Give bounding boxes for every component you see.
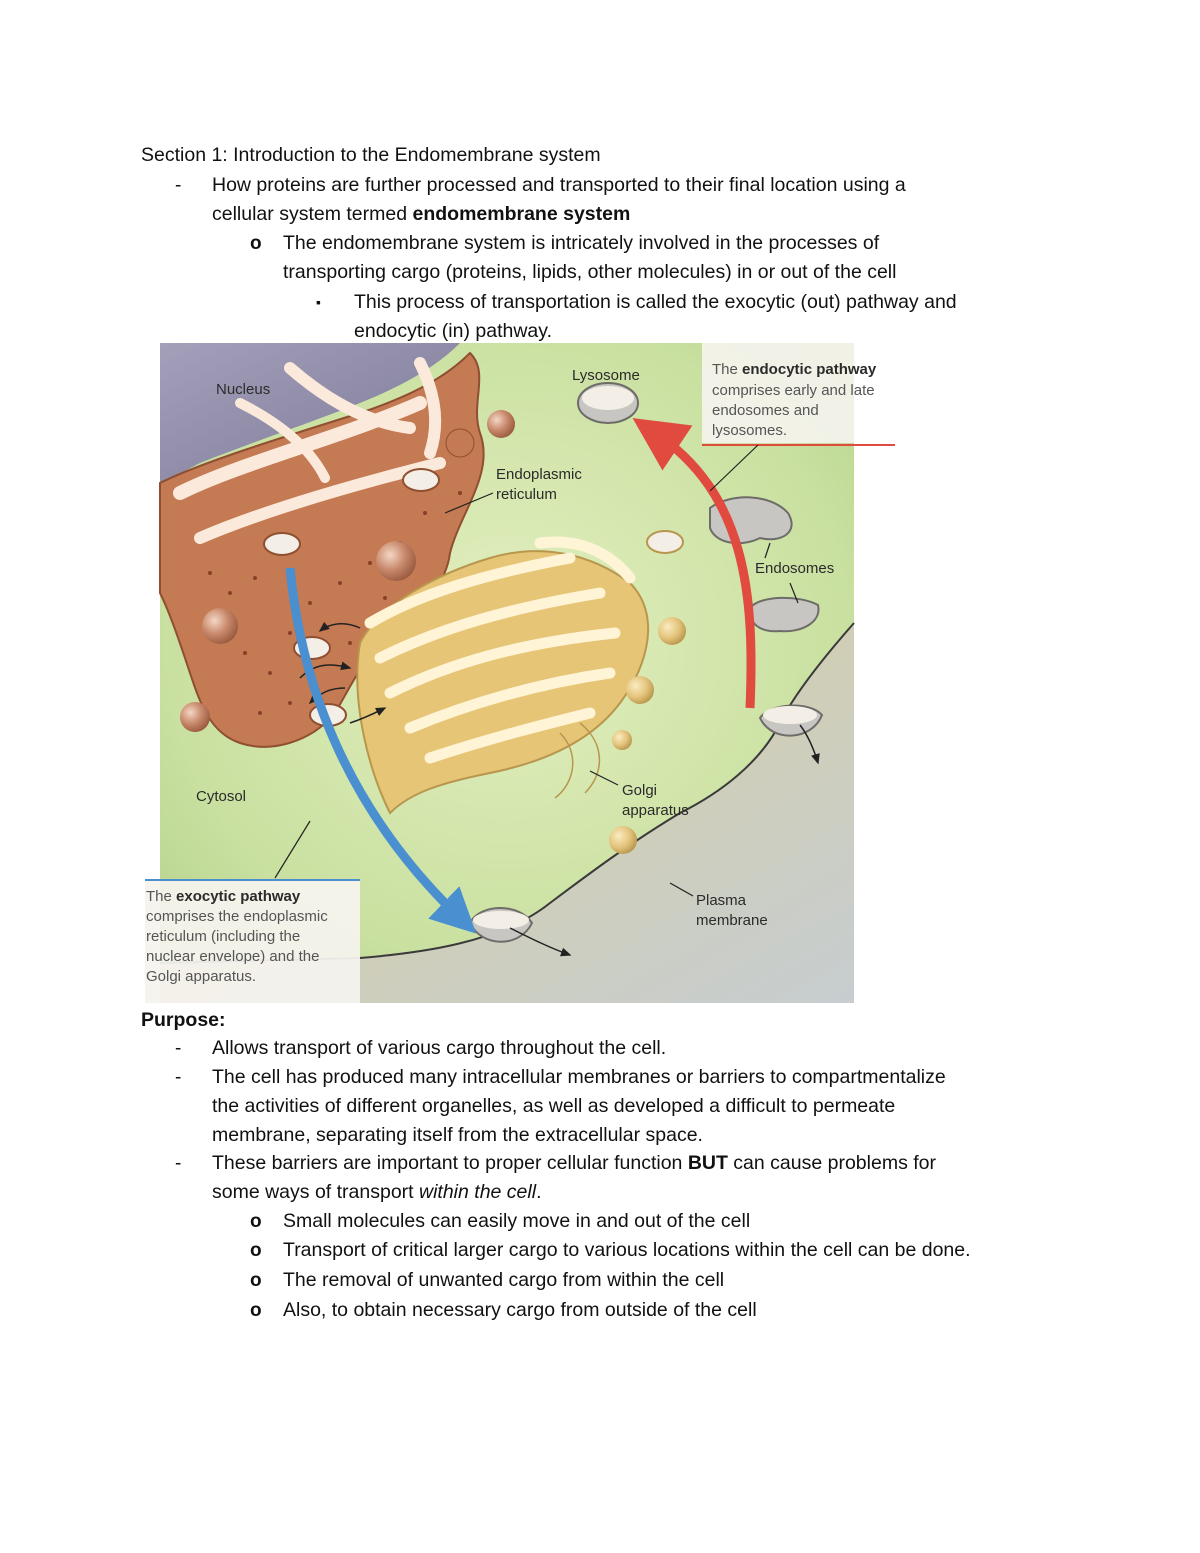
sub-bullet-line-2: transporting cargo (proteins, lipids, other molecules) in or out of the cell — [283, 261, 897, 283]
intro-bullet-line-2 — [212, 200, 630, 229]
subsub-bullet-line-2: endocytic (in) pathway. — [354, 320, 552, 342]
purpose-bullet-3-text-end: can cause problems for — [727, 1152, 936, 1174]
circle-marker: o — [250, 1211, 262, 1232]
emphasis-within-cell: within the cell — [419, 1181, 537, 1203]
intro-bullet-line-2-text: cellular system termed — [212, 203, 413, 225]
er-label-line-1: Endoplasmic — [496, 466, 582, 483]
purpose-sub-2: Transport of critical larger cargo to various locations within the cell can be done. — [283, 1239, 971, 1261]
endomembrane-illustration — [146, 343, 877, 1003]
subsub-bullet-line-1: This process of transportation is called the exocytic (out) pathway and — [354, 291, 957, 313]
exocytic-caption-line-1: The exocytic pathway — [146, 888, 301, 905]
endocytic-caption-line-1: The endocytic pathway — [712, 361, 877, 378]
purpose-bullet-2-line-2: the activities of different organelles, as well as developed a difficult to permeate — [212, 1095, 896, 1117]
purpose-sub-1: Small molecules can easily move in and out of the cell — [283, 1210, 751, 1232]
circle-marker: o — [250, 1240, 262, 1261]
dash-marker: - — [175, 175, 182, 196]
late-endosome — [750, 598, 819, 631]
emphasis-but: BUT — [687, 1152, 728, 1174]
endocytic-caption-line-3: endosomes and — [712, 402, 819, 419]
exocytic-caption-line-4: nuclear envelope) and the — [146, 948, 320, 965]
purpose-bullet-2-line-1: The cell has produced many intracellular membranes or barriers to compartmentalize — [212, 1066, 946, 1088]
purpose-sub-4: Also, to obtain necessary cargo from outside of the cell — [283, 1299, 757, 1321]
purpose-bullet-3-line-2-text: some ways of transport — [212, 1181, 419, 1203]
circle-marker: o — [250, 233, 262, 254]
square-marker: ▪ — [316, 294, 321, 310]
golgi-label-line-1: Golgi — [622, 782, 658, 799]
section-title: Section 1: Introduction to the Endomembrane system — [141, 144, 601, 166]
purpose-bullet-3-period: . — [536, 1181, 542, 1203]
golgi-label-line-2: apparatus — [622, 802, 689, 819]
cytosol-label: Cytosol — [196, 788, 247, 805]
lysosome-label: Lysosome — [572, 367, 640, 384]
sub-bullet-line-1: The endomembrane system is intricately involved in the processes of — [283, 232, 880, 254]
purpose-bullet-3-line-2 — [212, 1178, 541, 1207]
exocytic-caption-line-5: Golgi apparatus. — [146, 968, 257, 985]
endocytic-caption-line-4: lysosomes. — [712, 422, 788, 439]
purpose-bullet-3-line-1 — [212, 1149, 936, 1178]
purpose-heading: Purpose: — [141, 1009, 226, 1031]
plasma-label-line-1: Plasma — [696, 892, 747, 909]
circle-marker: o — [250, 1270, 262, 1291]
endosomes-label: Endosomes — [755, 560, 835, 577]
endomembrane-term: endomembrane system — [412, 203, 631, 225]
plasma-label-line-2: membrane — [696, 912, 768, 929]
dash-marker: - — [175, 1067, 182, 1088]
er-label-line-2: reticulum — [496, 486, 557, 503]
endocytic-caption-line-2: comprises early and late — [712, 382, 875, 399]
circle-marker: o — [250, 1300, 262, 1321]
purpose-bullet-3-text: These barriers are important to proper cellular function — [212, 1152, 688, 1174]
exocytic-caption-line-2: comprises the endoplasmic — [146, 908, 328, 925]
purpose-bullet-1: Allows transport of various cargo throughout the cell. — [212, 1037, 667, 1059]
endomembrane-figure — [146, 343, 877, 1003]
dash-marker: - — [175, 1038, 182, 1059]
exocytic-caption-line-3: reticulum (including the — [146, 928, 301, 945]
intro-bullet-line-1: How proteins are further processed and transported to their final location using a — [212, 174, 906, 196]
dash-marker: - — [175, 1153, 182, 1174]
nucleus-label: Nucleus — [216, 381, 271, 398]
purpose-bullet-2-line-3: membrane, separating itself from the extracellular space. — [212, 1124, 703, 1146]
purpose-sub-3: The removal of unwanted cargo from within the cell — [283, 1269, 725, 1291]
